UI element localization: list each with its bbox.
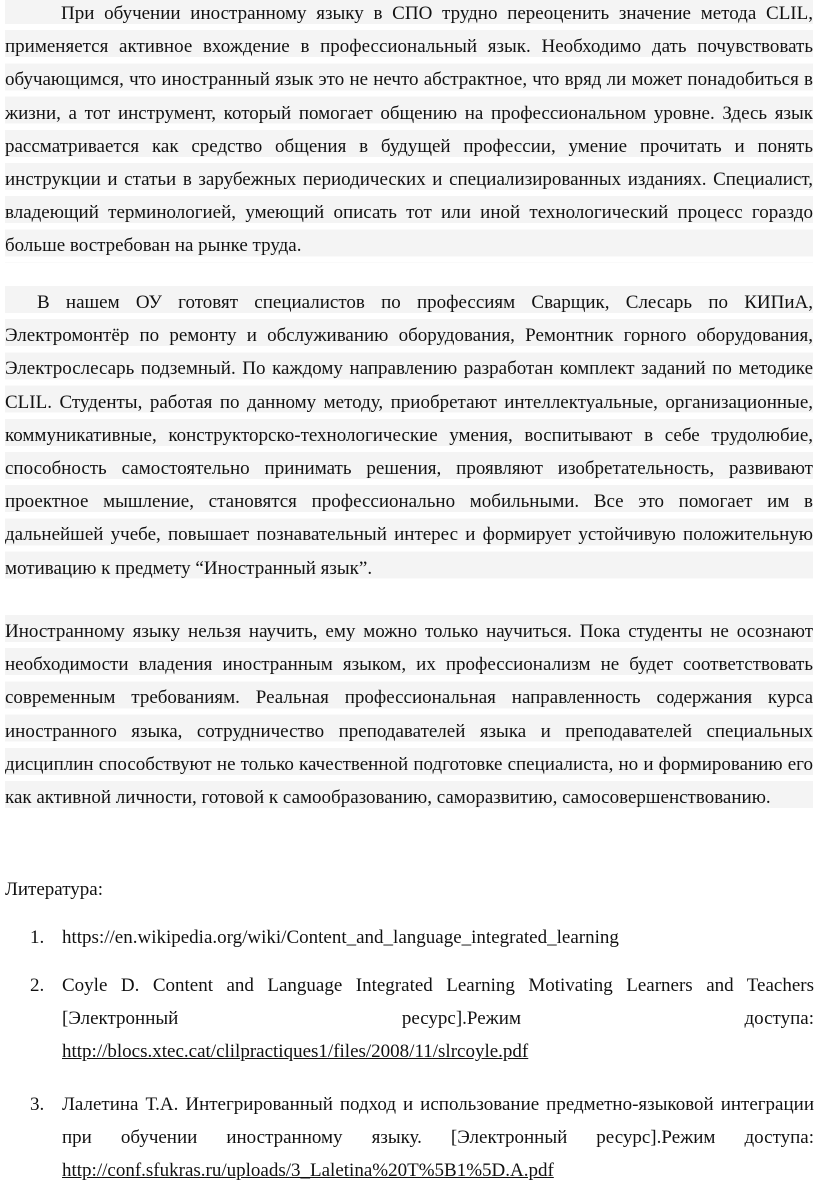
reference-text: Coyle D. Content and Language Integrated Learning Motivating Learners and Teachers [Электронный ресурс].Режим доступа: (62, 975, 814, 1029)
paragraph-professions: В нашем ОУ готовят специалистов по профессиям Сварщик, Слесарь по КИПиА, Электромонтёр по ремонту и обслуживанию оборудования, Ремонтник горного оборудования, Электрослесарь подземный. По каждому направлению разработан комплект заданий по методике CLIL. Студенты, работая по данному методу, приобретают интеллектуальные, организационные, коммуникативные, конструкторско-технологические умения, воспитывают в себе трудолюбие, способность самостоятельно принимать решения, проявляют изобретательность, развивают проектное мышление, становятся профессионально мобильными. Все это помогает им в дальнейшей учебе, повышает познавательный интерес и формирует устойчивую положительную мотивацию к предмету “Иностранный язык”. (5, 286, 813, 585)
literature-heading: Литература: (5, 879, 103, 900)
reference-item (30, 969, 814, 1068)
reference-item (30, 1088, 814, 1187)
reference-text: Лалетина Т.А. Интегрированный подход и использование предметно-языковой интеграции при обучении иностранному языку. [Электронный ресурс].Режим доступа: (62, 1094, 814, 1148)
reference-number: 1. (30, 927, 45, 948)
reference-link[interactable]: http://blocs.xtec.cat/clilpractiques1/files/2008/11/slrcoyle.pdf (62, 1041, 529, 1062)
reference-link[interactable]: https://en.wikipedia.org/wiki/Content_and_language_integrated_learning (62, 927, 619, 948)
reference-item (30, 921, 814, 954)
reference-number: 2. (30, 975, 45, 996)
reference-number: 3. (30, 1094, 45, 1115)
reference-link[interactable]: http://conf.sfukras.ru/uploads/3_Laletina%20T%5B1%5D.A.pdf (62, 1160, 554, 1181)
paragraph-clil-intro: При обучении иностранному языку в СПО трудно переоценить значение метода CLIL, применяется активное вхождение в профессиональный язык. Необходимо дать почувствовать обучающимся, что иностранный язык это не нечто абстрактное, что вряд ли может понадобиться в жизни, а тот инструмент, который помогает общению на профессиональном уровне. Здесь язык рассматривается как средство общения в будущей профессии, умение прочитать и понять инструкции и статьи в зарубежных периодических и специализированных изданиях. Специалист, владеющий терминологией, умеющий описать тот или иной технологический процесс гораздо больше востребован на рынке труда. (5, 0, 813, 263)
paragraph-conclusion: Иностранному языку нельзя научить, ему можно только научиться. Пока студенты не осознают необходимости владения иностранным языком, их профессионализм не будет соответствовать современным требованиям. Реальная профессиональная направленность содержания курса иностранного языка, сотрудничество преподавателей языка и преподавателей специальных дисциплин способствуют не только качественной подготовке специалиста, но и формированию его как активной личности, готовой к самообразованию, саморазвитию, самосовершенствованию. (5, 615, 813, 814)
